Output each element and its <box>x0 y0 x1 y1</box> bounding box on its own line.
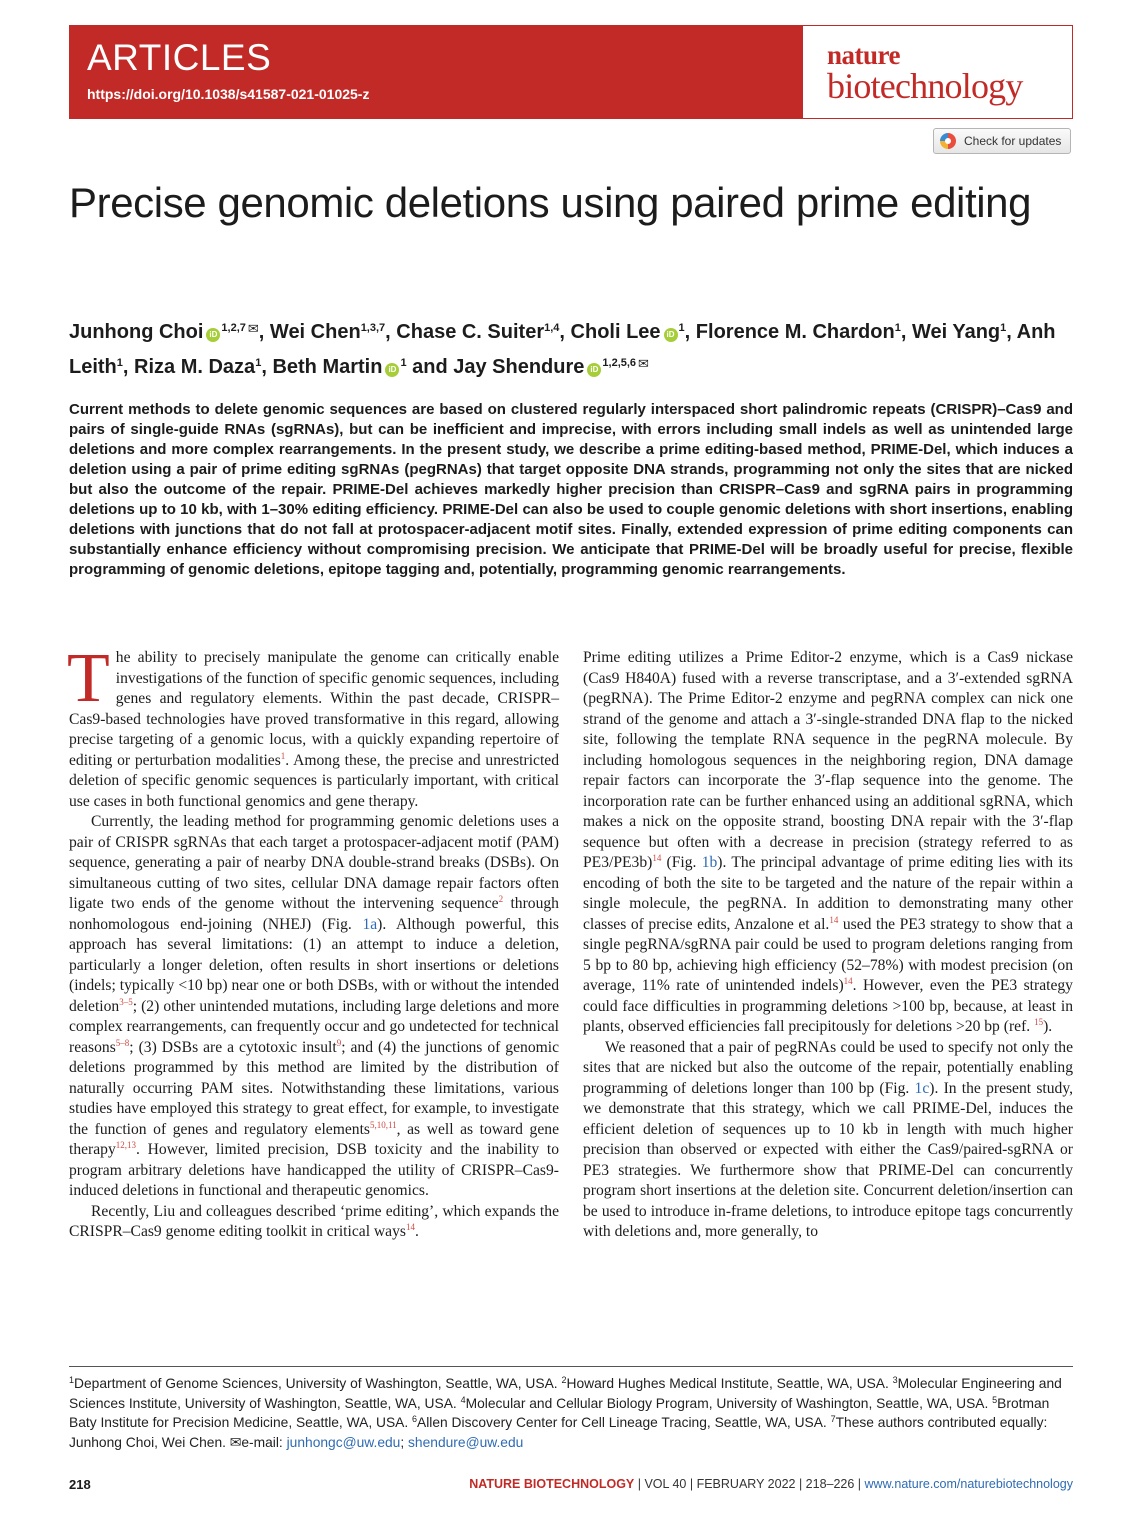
author-separator: , <box>559 321 571 343</box>
author-separator: , <box>900 321 912 343</box>
affiliations <box>69 1374 1073 1452</box>
body-text: . Among these, the precise and unrestricted deletion of specific genomic sequences is particularly important, with critical use cases in both functional genomics and gene therapy. <box>69 751 560 810</box>
author-affiliation-number: 1 <box>894 322 901 334</box>
body-text: Currently, the leading method for programming genomic deletions uses a pair of CRISPR sgRNAs that each target a protospacer-adjacent motif (PAM) sequence, generating a pair of nearby DNA double-strand breaks (DSBs). On simultaneous cutting of two sites, cellular DNA damage repair factors often ligate two ends of the genome without the intervening sequence <box>69 813 559 912</box>
journal-url[interactable]: www.nature.com/naturebiotechnology <box>864 1477 1073 1491</box>
logo-line-biotechnology: biotechnology <box>827 66 1023 106</box>
author-affiliation-number: 1,3,7 <box>360 322 386 334</box>
reference-link[interactable]: 9 <box>336 1037 342 1048</box>
author-name[interactable]: Wei Chen <box>269 321 361 343</box>
doi-link[interactable]: https://doi.org/10.1038/s41587-021-01025-z <box>87 86 370 102</box>
body-text: he ability to precisely manipulate the genome can critically enable investigations of the function of specific genomic sequences, including genes and regulatory elements. Within the past decade, CRISPR–Cas9-based technologies have proved transformative in this regard, allowing precise targeting of a genomic locus, with a quickly expanding repertoire of editing or perturbation modalities <box>69 649 559 769</box>
logo-line-nature: nature <box>827 40 901 70</box>
author-name[interactable]: Junhong Choi <box>69 321 204 343</box>
reference-link[interactable]: 15 <box>1034 1017 1044 1027</box>
orcid-icon[interactable]: iD <box>206 328 220 342</box>
body-text: Prime editing utilizes a Prime Editor-2 enzyme, which is a Cas9 nickase (Cas9 H840A) fused with a reverse transcriptase, and a 3′-extended sgRNA (pegRNA). The Prime Editor-2 enzyme and pegRNA complex can nick one strand of the genome and attach a 3′-single-stranded DNA flap to the nicked site, following the template RNA sequence in the pegRNA molecule. By including homologous sequences in the neighboring region, DNA damage repair factors can incorporate the 3′-flap sequence into the genome. The incorporation rate can be further enhanced using an additional sgRNA, which makes a nick on the opposite strand, boosting DNA repair with the 3′-flap sequence but often with a decrease in precision (strategy referred to as PE3/PE3b) <box>583 649 1073 871</box>
check-updates-button[interactable] <box>933 128 1071 154</box>
affiliation-text: Brotman Baty Institute for Precision Medicine, Seattle, WA, USA. <box>69 1395 1050 1430</box>
body-text: ). <box>1043 1018 1053 1035</box>
affiliation-number: 4 <box>460 1394 466 1405</box>
affiliation-text: Howard Hughes Medical Institute, Seattle, WA, USA. <box>566 1376 893 1391</box>
reference-link[interactable]: 14 <box>652 853 662 863</box>
email-link[interactable]: shendure@uw.edu <box>408 1434 524 1450</box>
reference-link[interactable]: 5–8 <box>115 1037 130 1048</box>
orcid-icon[interactable]: iD <box>587 363 601 377</box>
reference-link[interactable]: 14 <box>843 976 853 986</box>
author-separator: , <box>1006 321 1017 343</box>
body-paragraph <box>583 1038 1073 1243</box>
affiliation-number: 2 <box>561 1375 567 1385</box>
email-icon[interactable]: ✉ <box>638 356 649 371</box>
body-text: , as well as toward gene therapy <box>69 1120 559 1158</box>
body-text: ; (3) DSBs are a cytotoxic insult <box>129 1038 337 1056</box>
email-icon[interactable]: ✉ <box>247 321 259 336</box>
affiliation-number: 3 <box>892 1375 898 1385</box>
figure-link[interactable]: 1a <box>362 915 378 933</box>
orcid-icon[interactable]: iD <box>664 328 678 342</box>
author-affiliation-number: 1,2,5,6 <box>602 357 637 369</box>
journal-footer <box>469 1477 1073 1491</box>
body-text: ). Although powerful, this approach has several limitations: (1) an attempt to induce a deletion, particularly a longer deletion, often results in short insertions or deletions (indels; typically <10 bp) near one or both DSBs, with or without the intended deletion <box>69 915 559 1015</box>
section-label: ARTICLES <box>87 37 272 78</box>
affiliation-text: Molecular Engineering and Sciences Institute, University of Washington, Seattle, WA, USA. <box>69 1376 1062 1411</box>
body-text: ; and (4) the junctions of genomic deletions programmed by this method are limited by the distribution of naturally occurring PAM sites. Notwithstanding these limitations, various studies have employed this strategy to great effect, for example, to investigate the function of genes and regulatory elements <box>69 1038 559 1138</box>
body-text: ). The principal advantage of prime editing lies with its encoding of both the site to be targeted and the nature of the repair within a single molecule, the pegRNA. In addition to demonstrating many other classes of precise edits, Anzalone et al. <box>583 854 1073 933</box>
check-updates-label: Check for updates <box>964 134 1062 148</box>
author-affiliation-number: 1,4 <box>544 322 560 334</box>
body-text: ; (2) other unintended mutations, including large deletions and more complex rearrangements, can frequently occur and go undetected for technical reasons <box>69 997 559 1056</box>
body-text: . However, even the PE3 strategy could face difficulties in programming deletions >100 bp, because, at least in plants, observed efficiencies fall precipitously for deletions >20 bp (ref. <box>583 977 1073 1035</box>
author-name[interactable]: Anh Leith <box>69 321 1056 378</box>
author-list <box>69 313 1073 383</box>
affiliation-number: 7 <box>830 1414 836 1424</box>
reference-link[interactable]: 5,10,11 <box>369 1119 397 1130</box>
body-text: ). In the present study, we demonstrate that this strategy, which we call PRIME-Del, induces the efficient deletion of sequences up to 10 kb in length with much higher precision than observed or expected with either the Cas9/paired-sgRNA or PE3 strategies. We furthermore show that PRIME-Del can concurrently program short insertions at the deletion site. Concurrent deletion/insertion can be used to introduce in-frame deletions, to introduce epitope tags concurrently with deletions and, more generally, to <box>583 1079 1074 1240</box>
affiliation-number: 5 <box>992 1394 998 1405</box>
crossmark-icon <box>940 133 956 149</box>
body-text: used the PE3 strategy to show that a single pegRNA/sgRNA pair could be used to program deletions ranging from 5 bp to 80 bp, achieving high efficiency (52–78%) with modest precision (on average, 11% rate of unintended indels) <box>583 915 1073 994</box>
body-column-right <box>583 648 1073 1243</box>
author-name[interactable]: Beth Martin <box>272 356 383 378</box>
author-separator: and <box>406 356 454 378</box>
author-separator: , <box>684 321 696 343</box>
author-separator: , <box>122 356 135 378</box>
author-name[interactable]: Jay Shendure <box>453 356 585 378</box>
author-affiliation-number: 1 <box>678 322 685 334</box>
author-separator: , <box>261 356 273 378</box>
affiliation-number: 1 <box>69 1375 75 1385</box>
body-text: We reasoned that a pair of pegRNAs could be used to specify not only the sites that are nicked but also the outcome of the repair, potentially enabling programming of deletions longer than 100 bp (Fig. <box>583 1038 1073 1097</box>
affiliation-text: ; <box>400 1434 409 1450</box>
affiliation-text: Allen Discovery Center for Cell Lineage Tracing, Seattle, WA, USA. <box>417 1415 831 1430</box>
body-text: . <box>414 1223 419 1240</box>
author-affiliation-number: 1 <box>116 357 123 369</box>
body-text: . However, limited precision, DSB toxicity and the inability to program arbitrary deletions have handicapped the utility of CRISPR–Cas9-induced deletions in functional and therapeutic genomics. <box>69 1141 559 1199</box>
article-title: Precise genomic deletions using paired prime editing <box>69 179 1032 226</box>
author-affiliation-number: 1,2,7 <box>221 322 246 334</box>
author-affiliation-number: 1 <box>255 357 262 369</box>
affiliation-text: Molecular and Cellular Biology Program, University of Washington, Seattle, WA, USA. <box>465 1395 993 1411</box>
body-paragraph <box>69 1202 559 1243</box>
reference-link[interactable]: 3–5 <box>119 996 133 1007</box>
author-name[interactable]: Riza M. Daza <box>134 356 256 378</box>
body-text: through nonhomologous end-joining (NHEJ) (Fig. <box>69 895 559 933</box>
affiliation-text: Department of Genome Sciences, University of Washington, Seattle, WA, USA. <box>74 1376 562 1391</box>
author-name[interactable]: Chase C. Suiter <box>396 321 545 343</box>
issue-info: | VOL 40 | FEBRUARY 2022 | 218–226 | <box>634 1477 865 1491</box>
reference-link[interactable]: 14 <box>405 1222 415 1232</box>
author-separator: , <box>258 321 270 343</box>
body-paragraph <box>67 640 560 812</box>
reference-link[interactable]: 2 <box>498 894 504 904</box>
header-banner <box>69 25 1073 119</box>
body-paragraph <box>583 648 1073 1038</box>
page-number: 218 <box>69 1477 91 1492</box>
reference-link[interactable]: 12,13 <box>115 1140 137 1150</box>
author-separator: , <box>385 321 397 343</box>
email-link[interactable]: junhongc@uw.edu <box>286 1434 401 1450</box>
author-affiliation-number: 1 <box>400 357 407 369</box>
body-text: Recently, Liu and colleagues described ‘prime editing’, which expands the CRISPR–Cas9 genome editing toolkit in critical ways <box>69 1202 559 1240</box>
author-name[interactable]: Wei Yang <box>911 321 1001 343</box>
abstract: Current methods to delete genomic sequences are based on clustered regularly interspaced short palindromic repeats (CRISPR)–Cas9 and pairs of single-guide RNAs (sgRNAs), but can be inefficient and imprecise, with errors including small indels as well as unintended large deletions and more complex rearrangements. In the present study, we describe a prime editing-based method, PRIME-Del, which induces a deletion using a pair of prime editing sgRNAs (pegRNAs) that target opposite DNA strands, programming not only the sites that are nicked but also the outcome of the repair. PRIME-Del achieves markedly higher precision than CRISPR–Cas9 and sgRNA pairs in programming deletions up to 10 kb, with 1–30% editing efficiency. PRIME-Del can also be used to couple genomic deletions with short insertions, enabling deletions with junctions that do not fall at protospacer-adjacent motif sites. Finally, extended expression of prime editing components can substantially enhance efficiency without compromising precision. We anticipate that PRIME-Del will be broadly useful for precise, flexible programming of genomic deletions, epitope tagging and, potentially, programming genomic rearrangements. <box>69 401 1073 578</box>
affiliation-text: These authors contributed equally: Junhong Choi, Wei Chen. ✉e-mail: <box>69 1415 1048 1450</box>
body-text: (Fig. <box>661 854 702 871</box>
footnote-divider <box>69 1366 1073 1367</box>
author-affiliation-number: 1 <box>1000 322 1007 334</box>
reference-link[interactable]: 1 <box>280 750 286 761</box>
body-column-left <box>67 640 560 1243</box>
orcid-icon[interactable]: iD <box>385 363 399 377</box>
figure-link[interactable]: 1c <box>914 1079 930 1097</box>
author-name[interactable]: Choli Lee <box>570 321 661 343</box>
journal-name: NATURE BIOTECHNOLOGY <box>469 1477 635 1491</box>
reference-link[interactable]: 14 <box>829 914 839 925</box>
drop-cap: T <box>67 640 110 717</box>
author-name[interactable]: Florence M. Chardon <box>695 321 895 343</box>
journal-logo[interactable] <box>803 26 1072 118</box>
figure-link[interactable]: 1b <box>701 854 718 871</box>
body-paragraph <box>69 812 559 1202</box>
affiliation-number: 6 <box>412 1414 418 1424</box>
